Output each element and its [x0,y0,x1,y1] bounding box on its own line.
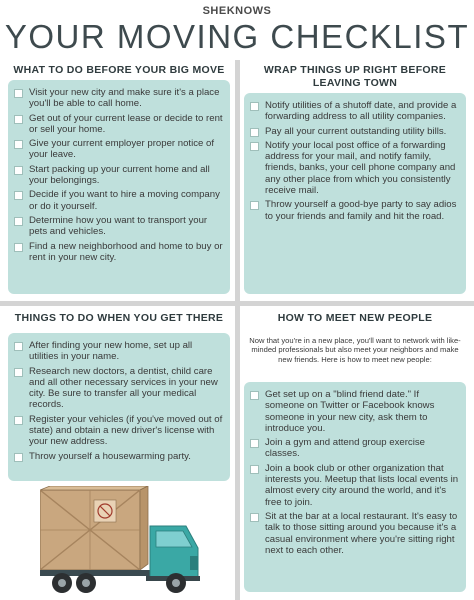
checklist-item[interactable] [14,366,223,411]
cargo-box-side [40,486,148,490]
checklist-item[interactable] [14,113,223,136]
section-heading: WHAT TO DO BEFORE YOUR BIG MOVE [13,64,225,76]
checkbox-icon[interactable] [14,416,23,425]
section-wrap-up [244,64,466,296]
checklist-panel [244,93,466,294]
checkbox-icon[interactable] [14,140,23,149]
checkbox-icon[interactable] [14,115,23,124]
checkbox-icon[interactable] [250,465,259,474]
checklist-item-text: Determine how you want to transport your pets and vehicles. [29,214,208,238]
checklist-item[interactable] [250,389,459,434]
checklist-item[interactable] [14,241,223,264]
checkbox-icon[interactable] [250,102,259,111]
section-heading: WRAP THINGS UP RIGHT BEFORE LEAVING TOWN [263,64,447,89]
checklist-item-text: Give your current employer proper notice of your leave. [29,138,215,161]
brand-logo-she: SHE [202,5,227,17]
section-heading: HOW TO MEET NEW PEOPLE [277,312,433,324]
checklist-item-text: Sit at the bar at a local restaurant. It's easy to talk to those sitting around you because it's a casual environment where you're sitting right next to each other. [265,510,458,556]
checklist-item[interactable] [250,511,459,556]
checklist-item-text: After finding your new home, set up all utilities in your name. [29,340,193,363]
checklist-item[interactable] [250,126,459,137]
checklist-item[interactable] [14,451,223,462]
checklist-item-text: Decide if you want to hire a moving company or do it yourself. [29,189,220,212]
brand-logo-knows: KNOWS [226,5,272,17]
checklist-item[interactable] [14,164,223,187]
checklist-item-text: Join a gym and attend group exercise classes. [265,437,425,460]
checklist-item[interactable] [250,100,459,123]
checklist-item-text: Notify your local post office of a forwarding address for your mail, and notify family, friends, banks, your cell phone company and any other place from which you consistently receive mail. [265,139,456,197]
brand-logo [0,5,474,17]
checklist-item-text: Get set up on a "blind friend date." If someone on Twitter or Facebook knows someone in your new city, ask them to introduce you. [265,389,435,434]
vertical-divider [235,60,240,600]
moving-truck-illustration [40,486,200,596]
checkbox-icon[interactable] [14,191,23,200]
horizontal-divider [0,301,474,306]
checkbox-icon[interactable] [14,217,23,226]
checklist-item[interactable] [250,437,459,460]
checkbox-icon[interactable] [250,391,259,400]
section-intro: Now that you're in a new place, you'll want to network with like-minded professionals but also meet your neighbors and make new friends. Here is how to meet new people: [249,336,461,364]
checkbox-icon[interactable] [14,166,23,175]
truck-grille [190,556,198,570]
checklist-item[interactable] [14,189,223,212]
section-before-move [8,64,230,296]
checklist-item-text: Throw yourself a housewarming party. [29,450,191,462]
section-heading: THINGS TO DO WHEN YOU GET THERE [14,312,224,324]
checklist-item-text: Throw yourself a good-bye party to say adios to your friends and family and hit the road. [265,199,457,222]
checkbox-icon[interactable] [250,513,259,522]
hubcap [58,579,66,587]
checkbox-icon[interactable] [250,142,259,151]
checklist-item[interactable] [14,414,223,448]
checklist-item[interactable] [14,87,223,110]
checkbox-icon[interactable] [250,128,259,137]
cargo-box-edge [140,486,148,570]
checklist-item[interactable] [14,215,223,238]
checklist-item[interactable] [14,340,223,363]
checklist-panel [8,80,230,294]
checkbox-icon[interactable] [14,89,23,98]
checklist-item[interactable] [250,140,459,196]
section-meet-people [244,312,466,597]
checklist-item-text: Visit your new city and make sure it's a place you'll be able to call home. [29,87,220,110]
checklist-item-text: Get out of your current lease or decide to rent or sell your home. [29,112,223,135]
checklist-item-text: Research new doctors, a dentist, child care and all other necessary services in your new city. Be sure to transfer all your medical records. [29,365,218,411]
checklist-item[interactable] [250,199,459,222]
checklist-item-text: Pay all your current outstanding utility bills. [265,125,447,137]
page-title: YOUR MOVING CHECKLIST [4,18,470,55]
hubcap [82,579,90,587]
checkbox-icon[interactable] [14,368,23,377]
checkbox-icon[interactable] [14,342,23,351]
checkbox-icon[interactable] [250,201,259,210]
checkbox-icon[interactable] [250,439,259,448]
checklist-item[interactable] [250,463,459,508]
checklist-item-text: Start packing up your current home and all your belongings. [29,163,210,187]
checklist-item-text: Find a new neighborhood and home to buy or rent in your new city. [29,240,223,263]
checklist-item-text: Join a book club or other organization that interests you. Meetup that lists local events in almost every city around the world, and it's free to join. [265,462,459,508]
checklist-item-text: Notify utilities of a shutoff date, and provide a forwarding address to all utility companies. [265,100,457,123]
checkbox-icon[interactable] [14,453,23,462]
checkbox-icon[interactable] [14,243,23,252]
checklist-item[interactable] [14,138,223,161]
checklist-item-text: Register your vehicles (if you've moved out of state) and obtain a new driver's license with your new address. [29,413,223,448]
hubcap [172,579,180,587]
checklist-panel [8,333,230,481]
checklist-panel [244,382,466,592]
